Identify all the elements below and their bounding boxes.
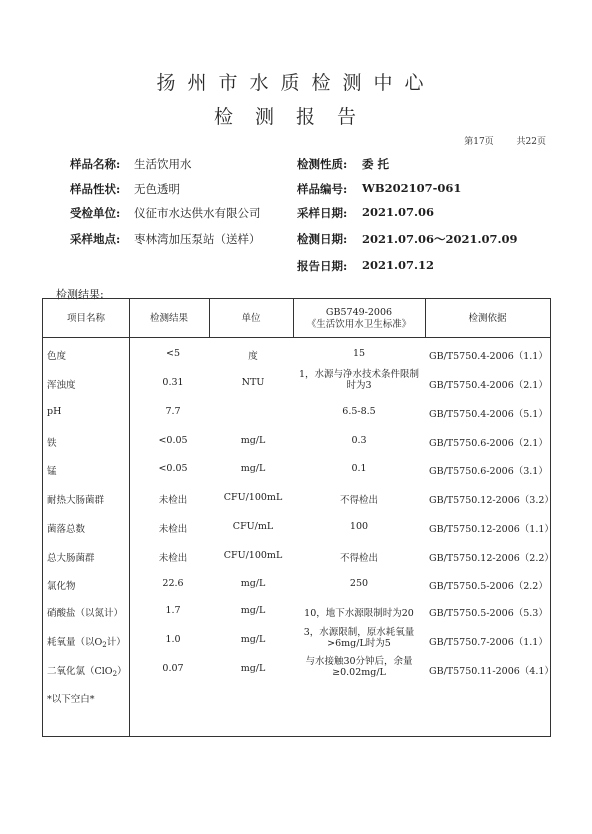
row-standard: 100: [349, 521, 369, 532]
row-result: <5: [165, 348, 181, 359]
standard-line: 与水接触30分钟后，余量: [305, 656, 413, 667]
row-result: 未检出: [158, 524, 188, 535]
row-result: 22.6: [162, 578, 184, 589]
test-date-label: 检测日期:: [297, 232, 348, 246]
row-standard: 15: [352, 348, 366, 359]
row-item: pH: [47, 406, 62, 417]
page-current: 第17页: [464, 137, 494, 147]
sample-state-value: 无色透明: [134, 182, 180, 196]
client-value: 仪征市水达供水有限公司: [134, 206, 261, 220]
row-item: 色度: [47, 351, 67, 362]
row-basis: GB/T5750.4-2006（5.1）: [429, 409, 548, 420]
sample-name-label: 样品名称:: [70, 157, 121, 171]
results-table: [42, 298, 554, 737]
row-item: 菌落总数: [47, 524, 86, 535]
row-unit: NTU: [241, 377, 265, 388]
standard-line: 3，水源限制，原水耗氧量: [303, 627, 415, 638]
row-result: <0.05: [158, 463, 188, 474]
sampling-date-label: 采样日期:: [297, 206, 348, 220]
row-unit: CFU/100mL: [223, 550, 283, 561]
standard-title: 《生活饮用水卫生标准》: [306, 319, 412, 330]
row-standard: [294, 369, 424, 391]
row-standard: [294, 627, 424, 649]
row-basis: GB/T5750.12-2006（2.2）: [429, 553, 554, 564]
row-result: 1.7: [165, 605, 181, 616]
row-result: 1.0: [165, 634, 181, 645]
standard-line: >6mg/L时为5: [327, 638, 391, 649]
row-item: 硝酸盐（以氮计）: [47, 608, 124, 619]
sampling-site-label: 采样地点:: [70, 232, 121, 246]
sample-name-value: 生活饮用水: [134, 157, 192, 171]
report-title: 检测报告: [213, 106, 378, 128]
row-basis: GB/T5750.6-2006（2.1）: [429, 438, 548, 449]
inspection-type-label: 检测性质:: [297, 157, 348, 171]
row-result: 0.31: [162, 377, 184, 388]
row-basis: GB/T5750.4-2006（1.1）: [429, 351, 548, 362]
col-header-result: 检测结果: [149, 313, 188, 324]
row-result: 未检出: [158, 553, 188, 564]
row-basis: GB/T5750.6-2006（3.1）: [429, 466, 548, 477]
row-unit: mg/L: [240, 634, 266, 645]
row-unit: 度: [248, 351, 258, 362]
col-header-basis: 检测依据: [468, 313, 507, 324]
standard-line: ≥0.02mg/L: [332, 667, 386, 678]
row-standard: 6.5-8.5: [342, 406, 376, 417]
row-result: 未检出: [158, 495, 188, 506]
report-date-label: 报告日期:: [297, 259, 348, 273]
row-basis: GB/T5750.12-2006（1.1）: [429, 524, 554, 535]
sample-no-value: WB202107-061: [362, 181, 462, 195]
row-standard: 0.3: [351, 435, 367, 446]
standard-line: 1，水源与净水技术条件限制: [298, 369, 420, 380]
standard-line: 时为3: [346, 380, 372, 391]
row-basis: GB/T5750.7-2006（1.1）: [429, 637, 548, 648]
row-item: 浑浊度: [47, 380, 76, 391]
standard-code: GB5749-2006: [325, 307, 393, 318]
row-item: 氯化物: [47, 581, 76, 592]
row-unit: CFU/mL: [232, 521, 274, 532]
row-standard: 0.1: [351, 463, 367, 474]
header-divider: [43, 337, 550, 338]
row-result: 0.07: [162, 663, 184, 674]
row-result: <0.05: [158, 435, 188, 446]
row-result: 7.7: [165, 406, 181, 417]
row-standard: 不得检出: [339, 495, 379, 506]
row-basis: GB/T5750.4-2006（2.1）: [429, 380, 548, 391]
org-title: 扬州市水质检测中心: [156, 72, 436, 94]
row-basis: GB/T5750.12-2006（3.2）: [429, 495, 554, 506]
row-unit: mg/L: [240, 578, 266, 589]
row-unit: CFU/100mL: [223, 492, 283, 503]
row-item: 耐热大肠菌群: [47, 495, 105, 506]
test-date-value: 2021.07.06～2021.07.09: [362, 232, 518, 246]
row-item: 铁: [47, 438, 57, 449]
row-item: 耗氧量（以$O_2$计）: [47, 637, 126, 649]
row-item: 锰: [47, 466, 57, 477]
row-standard: 10，地下水源限制时为20: [304, 608, 414, 619]
row-unit: mg/L: [240, 663, 266, 674]
row-standard: 不得检出: [339, 553, 379, 564]
row-item: 二氧化氯（ClO$_2$）: [47, 666, 127, 678]
row-basis: GB/T5750.11-2006（4.1）: [429, 666, 554, 677]
inspection-type-value: 委 托: [362, 157, 390, 171]
sample-no-label: 样品编号:: [297, 182, 348, 196]
row-unit: mg/L: [240, 435, 266, 446]
row-item: 总大肠菌群: [47, 553, 95, 564]
report-date-value: 2021.07.12: [362, 258, 435, 272]
page-info: [444, 134, 546, 147]
row-standard: 250: [349, 578, 369, 589]
row-basis: GB/T5750.5-2006（2.2）: [429, 581, 548, 592]
col-header-unit: 单位: [241, 313, 261, 324]
row-unit: mg/L: [240, 463, 266, 474]
results-label: 检测结果:: [56, 288, 104, 301]
sampling-site-value: 枣林湾加压泵站（送样）: [134, 232, 261, 246]
sample-state-label: 样品性状:: [70, 182, 121, 196]
col-divider-1: [129, 299, 130, 736]
row-standard: [294, 656, 424, 678]
page-total: 共22页: [516, 137, 546, 147]
row-unit: mg/L: [240, 605, 266, 616]
end-of-table-note: *以下空白*: [47, 694, 95, 705]
row-basis: GB/T5750.5-2006（5.3）: [429, 608, 548, 619]
sampling-date-value: 2021.07.06: [362, 205, 435, 219]
col-header-item: 项目名称: [66, 313, 105, 324]
client-label: 受检单位:: [70, 206, 121, 220]
col-header-standard: [293, 307, 425, 331]
